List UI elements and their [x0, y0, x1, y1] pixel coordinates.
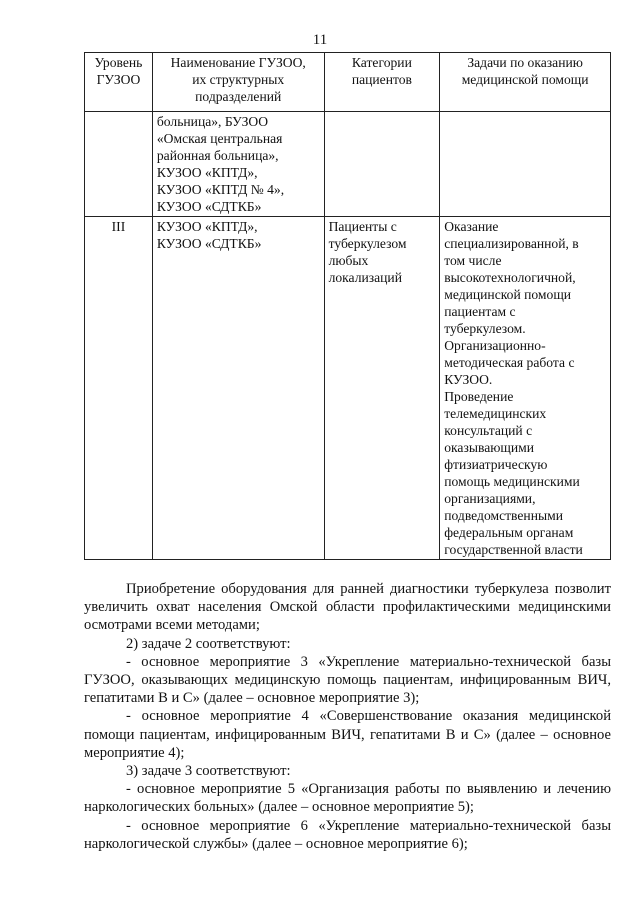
cell-line: КУЗОО «СДТКБ» — [156, 236, 262, 251]
cell-line: Организационно- — [444, 338, 546, 353]
cell-line: КУЗОО. — [444, 372, 493, 387]
cell-line: медицинской помощи — [444, 287, 572, 302]
cell-line: Уровень — [94, 55, 143, 70]
cell-line: Пациенты с — [328, 219, 397, 234]
tasks-cell — [440, 217, 611, 560]
cell-line: оказывающими — [444, 440, 535, 455]
level-cell: III — [85, 217, 153, 560]
cell-line: любых — [328, 253, 369, 268]
cell-line: Проведение — [444, 389, 514, 404]
header-institution-name — [152, 53, 324, 112]
paragraph: - основное мероприятие 3 «Укрепление материально-технической базы ГУЗОО, оказывающих медицинскую помощь пациентам, инфицированным ВИЧ, гепатитами В и С» (далее – основное мероприятие 3); — [84, 653, 611, 707]
paragraph: Приобретение оборудования для ранней диагностики туберкулеза позволит увеличить охват населения Омской области профилактическими медицинскими осмотрами всеми методами; — [84, 581, 611, 634]
cell-line: Задачи по оказанию — [467, 55, 583, 70]
paragraph: - основное мероприятие 6 «Укрепление материально-технической базы наркологической службы» (далее – основное мероприятие 6); — [84, 817, 611, 852]
cell-line: высокотехнологичной, — [444, 270, 576, 285]
cell-line: медицинской помощи — [461, 72, 589, 87]
cell-line: туберкулезом — [328, 236, 407, 251]
institutions-table — [84, 52, 611, 560]
patients-cell — [324, 217, 440, 560]
cell-line: подразделений — [195, 89, 282, 104]
cell-line: телемедицинских — [444, 406, 547, 421]
body-text — [84, 580, 611, 853]
institutions-cell — [152, 217, 324, 560]
table-row — [85, 112, 611, 217]
cell-line: федеральным органам — [444, 525, 574, 540]
institutions-cell — [152, 112, 324, 217]
cell-line: локализаций — [328, 270, 402, 285]
cell-line: Наименование ГУЗОО, — [170, 55, 306, 70]
paragraph: 2) задаче 2 соответствуют: — [126, 635, 291, 652]
cell-line: «Омская центральная — [156, 131, 283, 146]
paragraph: - основное мероприятие 5 «Организация работы по выявлению и лечению наркологических больных» (далее – основное мероприятие 5); — [84, 781, 611, 816]
cell-line: Категории — [351, 55, 412, 70]
header-care-tasks — [440, 53, 611, 112]
cell-line: организациями, — [444, 491, 536, 506]
cell-line: Оказание — [444, 219, 499, 234]
patients-cell — [324, 112, 440, 217]
page-number: 11 — [312, 32, 328, 48]
table-row — [85, 217, 611, 560]
cell-line: специализированной, в — [444, 236, 579, 251]
cell-line: ГУЗОО — [96, 72, 141, 87]
cell-line: государственной власти — [444, 542, 583, 557]
paragraph: - основное мероприятие 4 «Совершенствование оказания медицинской помощи пациентам, инфицированным ВИЧ, гепатитами В и С» (далее – основное мероприятие 4); — [84, 708, 611, 761]
cell-line: помощь медицинскими — [444, 474, 580, 489]
cell-line: КУЗОО «СДТКБ» — [156, 199, 262, 214]
header-patient-categories — [324, 53, 440, 112]
cell-line: районная больница», — [156, 148, 279, 163]
paragraph: 3) задаче 3 соответствуют: — [126, 763, 291, 780]
cell-line: пациентам с — [444, 304, 516, 319]
table-header-row — [85, 53, 611, 112]
cell-line: их структурных — [192, 72, 285, 87]
cell-line: фтизиатрическую — [444, 457, 548, 472]
cell-line: больница», БУЗОО — [156, 114, 269, 129]
cell-line: КУЗОО «КПТД», — [156, 165, 258, 180]
cell-line: методическая работа с — [444, 355, 575, 370]
cell-line: КУЗОО «КПТД № 4», — [156, 182, 285, 197]
cell-line: туберкулезом. — [444, 321, 526, 336]
cell-line: КУЗОО «КПТД», — [156, 219, 258, 234]
cell-line: пациентов — [351, 72, 412, 87]
cell-line: подведомственными — [444, 508, 563, 523]
header-level — [85, 53, 153, 112]
level-cell — [85, 112, 153, 217]
cell-line: консультаций с — [444, 423, 533, 438]
tasks-cell — [440, 112, 611, 217]
cell-line: том числе — [444, 253, 502, 268]
